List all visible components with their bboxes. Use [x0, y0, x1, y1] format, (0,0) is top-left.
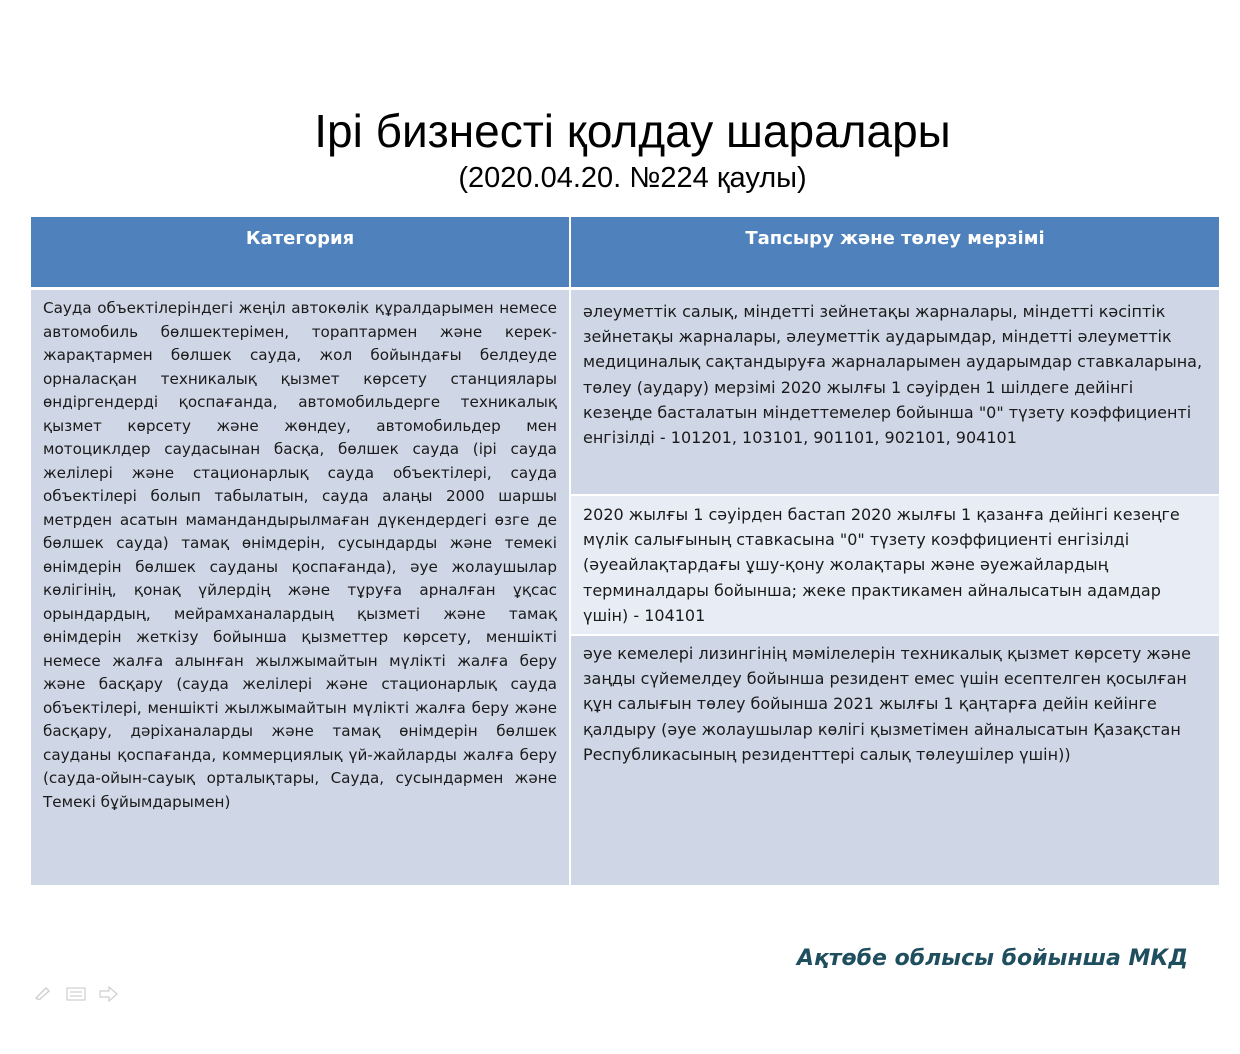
deadline-cell-1: әлеуметтік салық, міндетті зейнетақы жарналары, міндетті кәсіптік зейнетақы жарналары, әлеуметтік аударымдар, міндетті әлеуметтік медициналық сақтандыруға жарналарымен аударымдар ставкаларына, төлеу (аудару) мерзімі 2020 жылғы 1 сәуірден 1 шілдеге дейінгі кезеңде басталатын міндеттемелер бойынша "0" түзету коэффициенті енгізілді - 101201, 103101, 901101, 902101, 904101 — [571, 290, 1219, 494]
slide-nav-controls — [0, 962, 130, 1002]
category-cell: Сауда объектілеріндегі жеңіл автокөлік құралдарымен немесе автомобиль бөлшектерімен, тораптармен және керек-жарақтармен бөлшек сауда, жол бойындағы белдеуде орналасқан техникалық қызмет көрсету станциялары өндіргендерді қоспағанда, автомобильдерге техникалық қызмет көрсету және жөндеу, автомобильдер мен мотоциклдер саудасынан басқа, бөлшек сауда (ірі сауда желілері және стационарлық сауда объектілері, сауда объектілері болып табылатын, сауда алаңы 2000 шаршы метрден асатын мамандандырылмаған дүкендердегі өзге де бөлшек сауда) тамақ өнімдерін, сусындарды және темекі өнімдерін бөлшек сауданы қоспағанда), әуе жолаушылар көлігінің, қонақ үйлердің және тұруға арналған ұқсас орындардың, мейрамханалардың қызметі және тамақ өнімдерін жеткізу бойынша қызметтер көрсету, меншікті немесе жалға алынған жылжымайтын мүлікті жалға беру және басқару (сауда желілері және стационарлық сауда объектілері, меншікті жылжымайтын мүлікті жалға беру және басқару, дәріханаларды және тамақ өнімдерін бөлшек сауданы қоспағанда, коммерциялық үй-жайларды жалға беру (сауда-ойын-сауық орталықтары, Сауда, сусындармен және Темекі бұйымдарымен) — [31, 290, 569, 885]
table-header-deadline: Тапсыру және төлеу мерзімі — [571, 217, 1219, 287]
measures-table — [31, 217, 1219, 885]
deadline-cell-3: әуе кемелері лизингінің мәмілелерін техникалық қызмет көрсету және заңды сүйемелдеу бойынша резидент емес үшін есептелген қосылған құн салығын төлеу бойынша 2021 жылғы 1 қаңтарға дейін кейінге қалдыру (әуе жолаушылар көлігі қызметімен айналысатын Қазақстан Республикасының резиденттері салық төлеушілер үшін)) — [571, 636, 1219, 885]
pen-icon[interactable] — [34, 986, 52, 1000]
page-subtitle: (2020.04.20. №224 қаулы) — [458, 162, 807, 194]
deadline-cell-2: 2020 жылғы 1 сәуірден бастап 2020 жылғы 1 қазанға дейінгі кезеңге мүлік салығының ставкасына "0" түзету коэффициенті енгізілді (әуеайлақтардағы ұшу-қону жолақтары және әуежайлардың терминалдары бойынша; жеке практикамен айналысатын адамдар үшін) - 104101 — [571, 496, 1219, 634]
arrow-right-icon[interactable] — [98, 986, 118, 1002]
footer-organization: Ақтөбе облысы бойынша МКД — [796, 946, 1188, 971]
page-title: Ірі бизнесті қолдау шаралары — [314, 105, 951, 157]
menu-icon[interactable] — [66, 987, 86, 1001]
table-header-category: Категория — [31, 217, 569, 287]
